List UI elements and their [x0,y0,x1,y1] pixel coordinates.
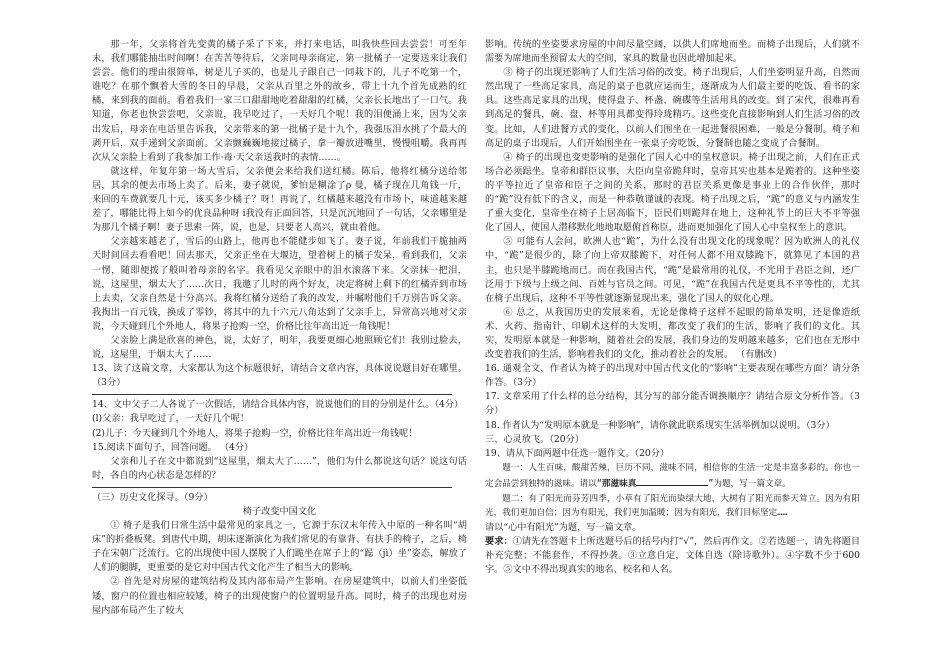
question-14: 14、文中父子二人各说了一次假话，请结合具体内容，说说他们的目的分别是什么。（4分） [92,399,464,411]
section-heading-composition: 三、心灵放飞。（20分） [485,433,584,445]
right-column [485,38,860,577]
story-paragraph-2: 就这样，年复年第一场大雪后，父亲便会来给我们送红橘。陈后，他将红橘分送给邻居，其余的便去市场上卖了。后来，妻子就说，爹怕是糊涂了ρ 曼，橘子现在几角钱一斤，来回的车费就要几十元，该买多少橘子？呀！再说了，红橘越来越没有市场卜，味道越来越差了，哪能比得上如今的优良品种呀 i我没有正面回答，只是沉沉地回了一句话，父亲哪里是为那几个橘子啊！妻子思索一阵，说，也是，只要老人高兴，就由着他。 [92,165,467,234]
section-3-heading: （三）历史文化探寻。（9分） [92,491,213,503]
question-15: 15.阅读下面句子，回答问题。 （4分） [92,441,254,453]
article-title: 椅子改变中国文化 [242,506,317,517]
question-18: 18. 作者认为“发明原本就是一种影响”，请你就此联系现实生活举例加以说明。（3分） [485,419,835,431]
left-column [92,38,467,618]
essay-topic-2-instruction: 请以“心中有阳光”为题，写一篇文章。 [485,521,642,533]
article-paragraph-3: ③ 椅子的出现还影响了人们生活习俗的改变。椅子出现后，人们坐姿明显升高，自然而然出现了一些高足家具，高足的桌子也就应运而生，逐渐成为人们最主要的吃饭、看书的家具。这些高足家具的出现，使得盘子、杯盏、碗碟等生活用具的改变。到了宋代，很难再看到高足的餐具，碗、盘、杯等用具都变得玲珑精巧。这些变化直接影响到人们生活习俗的改变。比如，人们进餐方式的变化，以前人们围坐在一起进餐很困难，一般是分餐制。椅子和高足的桌子出现后，人们开始围坐在一张桌子旁吃饭，分餐制也随之变成了合餐制。 [485,67,860,149]
essay-topic-2: 题二：有了阳光而芬芳四季，小草有了阳光而染绿大地，大树有了阳光而参天耸立。因为有阳光，我们更加自信；因为有阳光，我们更加温暖；因为有阳光，我们目标坚定…… [485,493,860,519]
story-paragraph-3: 父亲越来越老了，雪后的山路上，他再也不能健步如飞了。妻子说，年前我们干脆抽两天时间回去看看吧！回去那天，父亲正坐在大堰边，望着树上的橘子发呆，看到我们，父亲一愣，随即便拨了般叫着母亲的名字。我看见父亲眼中的泪水滚落下来。父亲抹一把泪，说，这屋里，烟太大了……次日，我邀了儿时的两个好友，决定将树上剩下的红橘弄到市场上去卖，父亲自然是十分高兴。我将红橘分送给了我的改发，并嘱咐他们千万别告诉父亲。我掏出一百元钱，换成了零钞，将其中的九十六元八角达到了父亲手上，异常高兴地对父亲说，今天碰到几个外地人，将果子抢购一空，价格比往年高出近一角钱呢！ [92,236,467,332]
story-paragraph-4: 父亲脸上满是欣喜的神色，说，太好了，明年，我要更细心地照顾它们！我别过脸去，说，这屋里，于烟太大了…… [92,334,467,361]
question-16: 16. 通观全文，作者认为椅子的出现对中国古代文化的“影响”主要表现在哪些方面？请分条作答。（3分） [485,363,860,389]
article-paragraph-2-cont: 影响。传统的坐姿要求房屋的中间尽量空阔，以供人们席地而坐。而椅子出现后，人们就不需要为席地而坐预留太大的空间，家具的数量也因此增加起来。 [485,39,860,65]
essay-topic-1: 题一：人生百味，酸甜苦辣，巨历不同，滋味不同，相信你的生活一定是丰富多彩的。你也一定会品尝到独特的滋味。请以“那滋味真 ”为题，写一篇文章。 [485,462,860,490]
question-15-text: 父亲和儿子在文中都说到“这屋里，烟太大了……”，他们为什么都说这句话？说这句话时，各自的内心状态是怎样的？ [92,455,467,481]
answer-line [92,394,452,395]
article-paragraph-1: ① 椅子是我们日常生活中最常见的家具之一，它源于东汉末年传入中原的一种名叫“胡床”的折叠板凳。到唐代中期，胡床逐渐演化为我们常见的有靠背、有扶手的椅子，之后，椅子在宋朝广泛流行。它的出现使中国人摆脱了人们跪坐在席子上的“跽（jì）坐”姿态，解放了人们的腿脚，更重要的是它对中国古代文化产生了相当大的影响。 [92,520,467,574]
fill-blank [636,475,708,486]
requirements: 要求：①请先在答题卡上所选题号后的括号内打“√”，然后再作文。②若选题一，请先将题目补充完整；不能套作，不得抄袭。③立意自定，文体自选（除诗歌外）。④字数不少于600字。⑤文中不得出现真实的地名、校名和人名。 [485,535,861,576]
question-13: 13、读了这篇文章，大家都认为这个标题很好，请结合文章内容，具体说说题目好在哪里。（3分） [92,363,467,389]
article-paragraph-5: ⑤ 可能有人会问，欧洲人也“跪”，为什么没有出现文化的现象呢？因为欧洲人的礼仪中，“跪”是很少的，除了向上帝双膝跪下，对任何人都不用双膝跪下，就算见了本国的君主，也只是半膝跪地而已。而在我国古代，“跪”是最常用的礼仪，不光用于君臣之间，还广泛用于下级与上级之间、百姓与官员之间。可见，“跪”在我国古代是更具不平等性的，尤其在椅子出现后，这种不平等性就逐渐显现出来，强化了国人的奴化心理。 [485,236,860,304]
question-14-part-1: (l)父亲：我早吃过了，一天好几个呢！ [92,413,250,425]
article-paragraph-2: ② 首先是对房屋的建筑结构及其内部布局产生影响。在房屋建筑中，以前人们坐姿低矮，窗户的位置也相应较矮，椅子的出现使窗户的位置明显升高。同时，椅子的出现也对房屋内部布局产生了较大 [92,576,467,616]
article-paragraph-4: ④ 椅子的出现也变更影响的是强化了国人心中的皇权意识。椅子出现之前，人们在正式场合必须跽坐。皇帝和群臣议事，大臣向皇帝跪拜时，皇帝其实也基本是跪着的。这种坐姿的平等拉近了皇帝和臣子之间的关系，那时的君臣关系更像是事业上的合作伙伴，那时的“跪”没有低下的含义，而是一种恭敬谨诚的表现。椅子出现之后，“跪”的意义与内涵发生了重大变化，皇帝坐在椅子上居高临下，臣民们则跪拜在地上，这种礼节上的巨大不平等强化了国人，使国人潜移默化地地取愿俯首称臣，进而更加强化了国人心中皇权至上的意识。 [485,151,860,234]
story-paragraph-1: 那一年，父亲将首先变黄的橘子采了下来，并打来电话，叫我快些回去尝尝！可至年末，我们哪能抽出时间啊！在苦苦等待后，父亲同母亲商定，第一批橘子一定要送来让我们尝尝。他们的理由很简单，树是儿子买的，也是儿子跟自己一同栽下的，儿子不吃第一个，谁吃？在那个飘着大雪的冬日的早晨，父亲从百里之外的故乡，带上十九个首先成熟的红橘，来到我的面前。看着我们一家三口甜甜地吃着甜甜的红橘，父亲长长地出了一口气。我知道，你老也快尝尝吧，父亲说，我早吃过了，一天好几个呢！我的泪便涌上来，因为父亲出发后，母亲在电话里告诉我，父亲带来的第一批橘子是十九个，我强压泪水挑了个最大的剥开后，双手递到父亲面前。父亲颤巍巍地接过橘子，拿一瓣放进嘴里，慢慢咀嚼。我再再次从父亲脸上看到了我参加工作·毒·天父亲送我时的表情……。 [92,39,467,163]
question-17: 17. 文章采用了什么样的总分结构，其分写的部分能否调换顺序？请结合原文分析作答。（3分） [485,391,860,417]
question-19: 19、请从下面两题中任选一题作文。（20分） [485,447,670,459]
answer-line [92,487,452,488]
question-14-part-2: (2)儿子：今天碰到几个外地人，将果子抢购一空，价格比往年高出近一角钱呢！ [92,427,418,439]
article-paragraph-6: ⑥ 总之，从我国历史的发展来看，无论是像椅子这样不起眼的简单发明，还是像造纸术、火药、指南针、印刷术这样的大发明，都改变了我们的生活，影响了我们的文化。其实，发明原本就是一种影响，随着社会的发展，我们身边的发明越来越多，它们也在无形中改变着我们的生活，影响着我们的文化，推动着社会的发展。 （有删改） [485,306,860,361]
